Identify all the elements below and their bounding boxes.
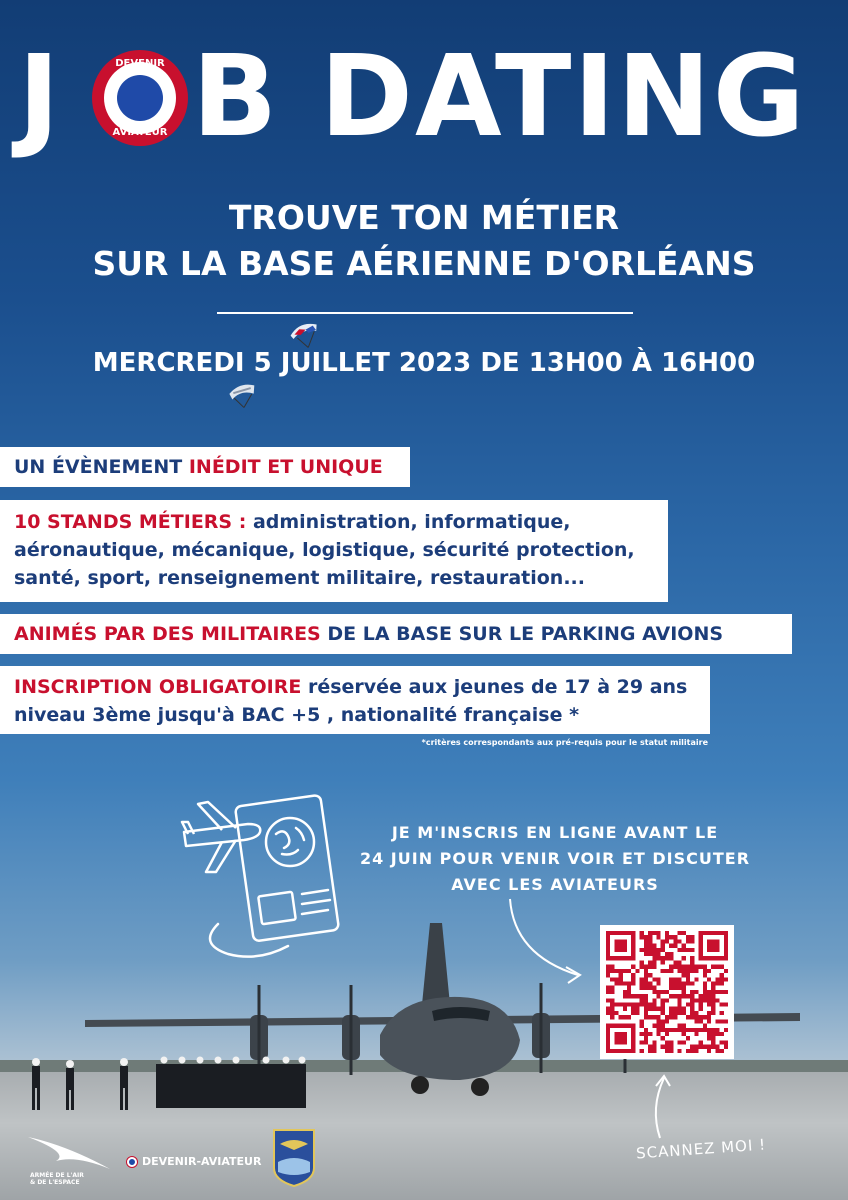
armee-line-2: & DE L'ESPACE — [30, 1179, 80, 1186]
inscription-box — [0, 666, 710, 734]
armee-line-1: ARMÉE DE L'AIR — [30, 1172, 84, 1179]
cta-line-3: AVEC LES AVIATEURS — [451, 875, 659, 894]
roundel-bottom-text: AVIATEUR — [112, 127, 168, 138]
shield-badge-icon — [272, 1128, 316, 1188]
animated-box — [0, 614, 792, 654]
subtitle-line-1: TROUVE TON MÉTIER — [228, 198, 620, 237]
signup-cta — [340, 820, 770, 898]
scan-label: SCANNEZ MOI ! — [635, 1135, 767, 1163]
title-dating: DATING — [320, 32, 807, 162]
qr-code-pattern — [606, 931, 728, 1053]
animated-text: DE LA BASE SUR LE PARKING AVIONS — [320, 623, 724, 645]
stands-text: administration, informatique, aéronautique, mécanique, logistique, sécurité protection, santé, sport, renseignement militaire, restauration... — [14, 511, 635, 589]
inscription-text: réservée aux jeunes de 17 à 29 ans niveau 3ème jusqu'à BAC +5 , nationalité française * — [14, 676, 688, 726]
airplane-icon — [182, 802, 260, 872]
title-letter-j: J — [18, 32, 62, 162]
qr-code[interactable] — [600, 925, 734, 1059]
roundel-icon — [92, 50, 188, 146]
cta-line-2: 24 JUIN POUR VENIR VOIR ET DISCUTER — [359, 849, 751, 868]
divider — [217, 312, 633, 314]
animated-highlight: ANIMÉS PAR DES MILITAIRES — [14, 623, 321, 645]
arrow-icon — [500, 895, 590, 985]
subtitle-line-2: SUR LA BASE AÉRIENNE D'ORLÉANS — [92, 244, 756, 283]
cta-line-1: JE M'INSCRIS EN LIGNE AVANT LE — [391, 823, 719, 842]
subtitle — [0, 195, 848, 287]
title-letter-b: B — [192, 32, 280, 162]
footnote: *critères correspondants aux pré-requis pour le statut militaire — [421, 738, 708, 747]
event-prefix: UN ÉVÈNEMENT — [14, 456, 189, 478]
soldiers-icon — [24, 1056, 324, 1114]
armee-logo-text — [30, 1172, 84, 1186]
devenir-aviateur-logo — [126, 1155, 261, 1168]
mini-roundel-icon — [126, 1156, 138, 1168]
stands-highlight: 10 STANDS MÉTIERS : — [14, 511, 247, 533]
roundel-top-text: DEVENIR — [115, 58, 165, 69]
event-unique-box — [0, 447, 410, 487]
event-highlight: INÉDIT ET UNIQUE — [188, 456, 383, 478]
stands-box — [0, 500, 668, 602]
event-date: MERCREDI 5 JUILLET 2023 DE 13H00 À 16H00 — [92, 348, 756, 378]
inscription-highlight: INSCRIPTION OBLIGATOIRE — [14, 676, 302, 698]
devenir-aviateur-text: DEVENIR-AVIATEUR — [142, 1155, 262, 1168]
arrow-up-icon — [648, 1072, 678, 1142]
